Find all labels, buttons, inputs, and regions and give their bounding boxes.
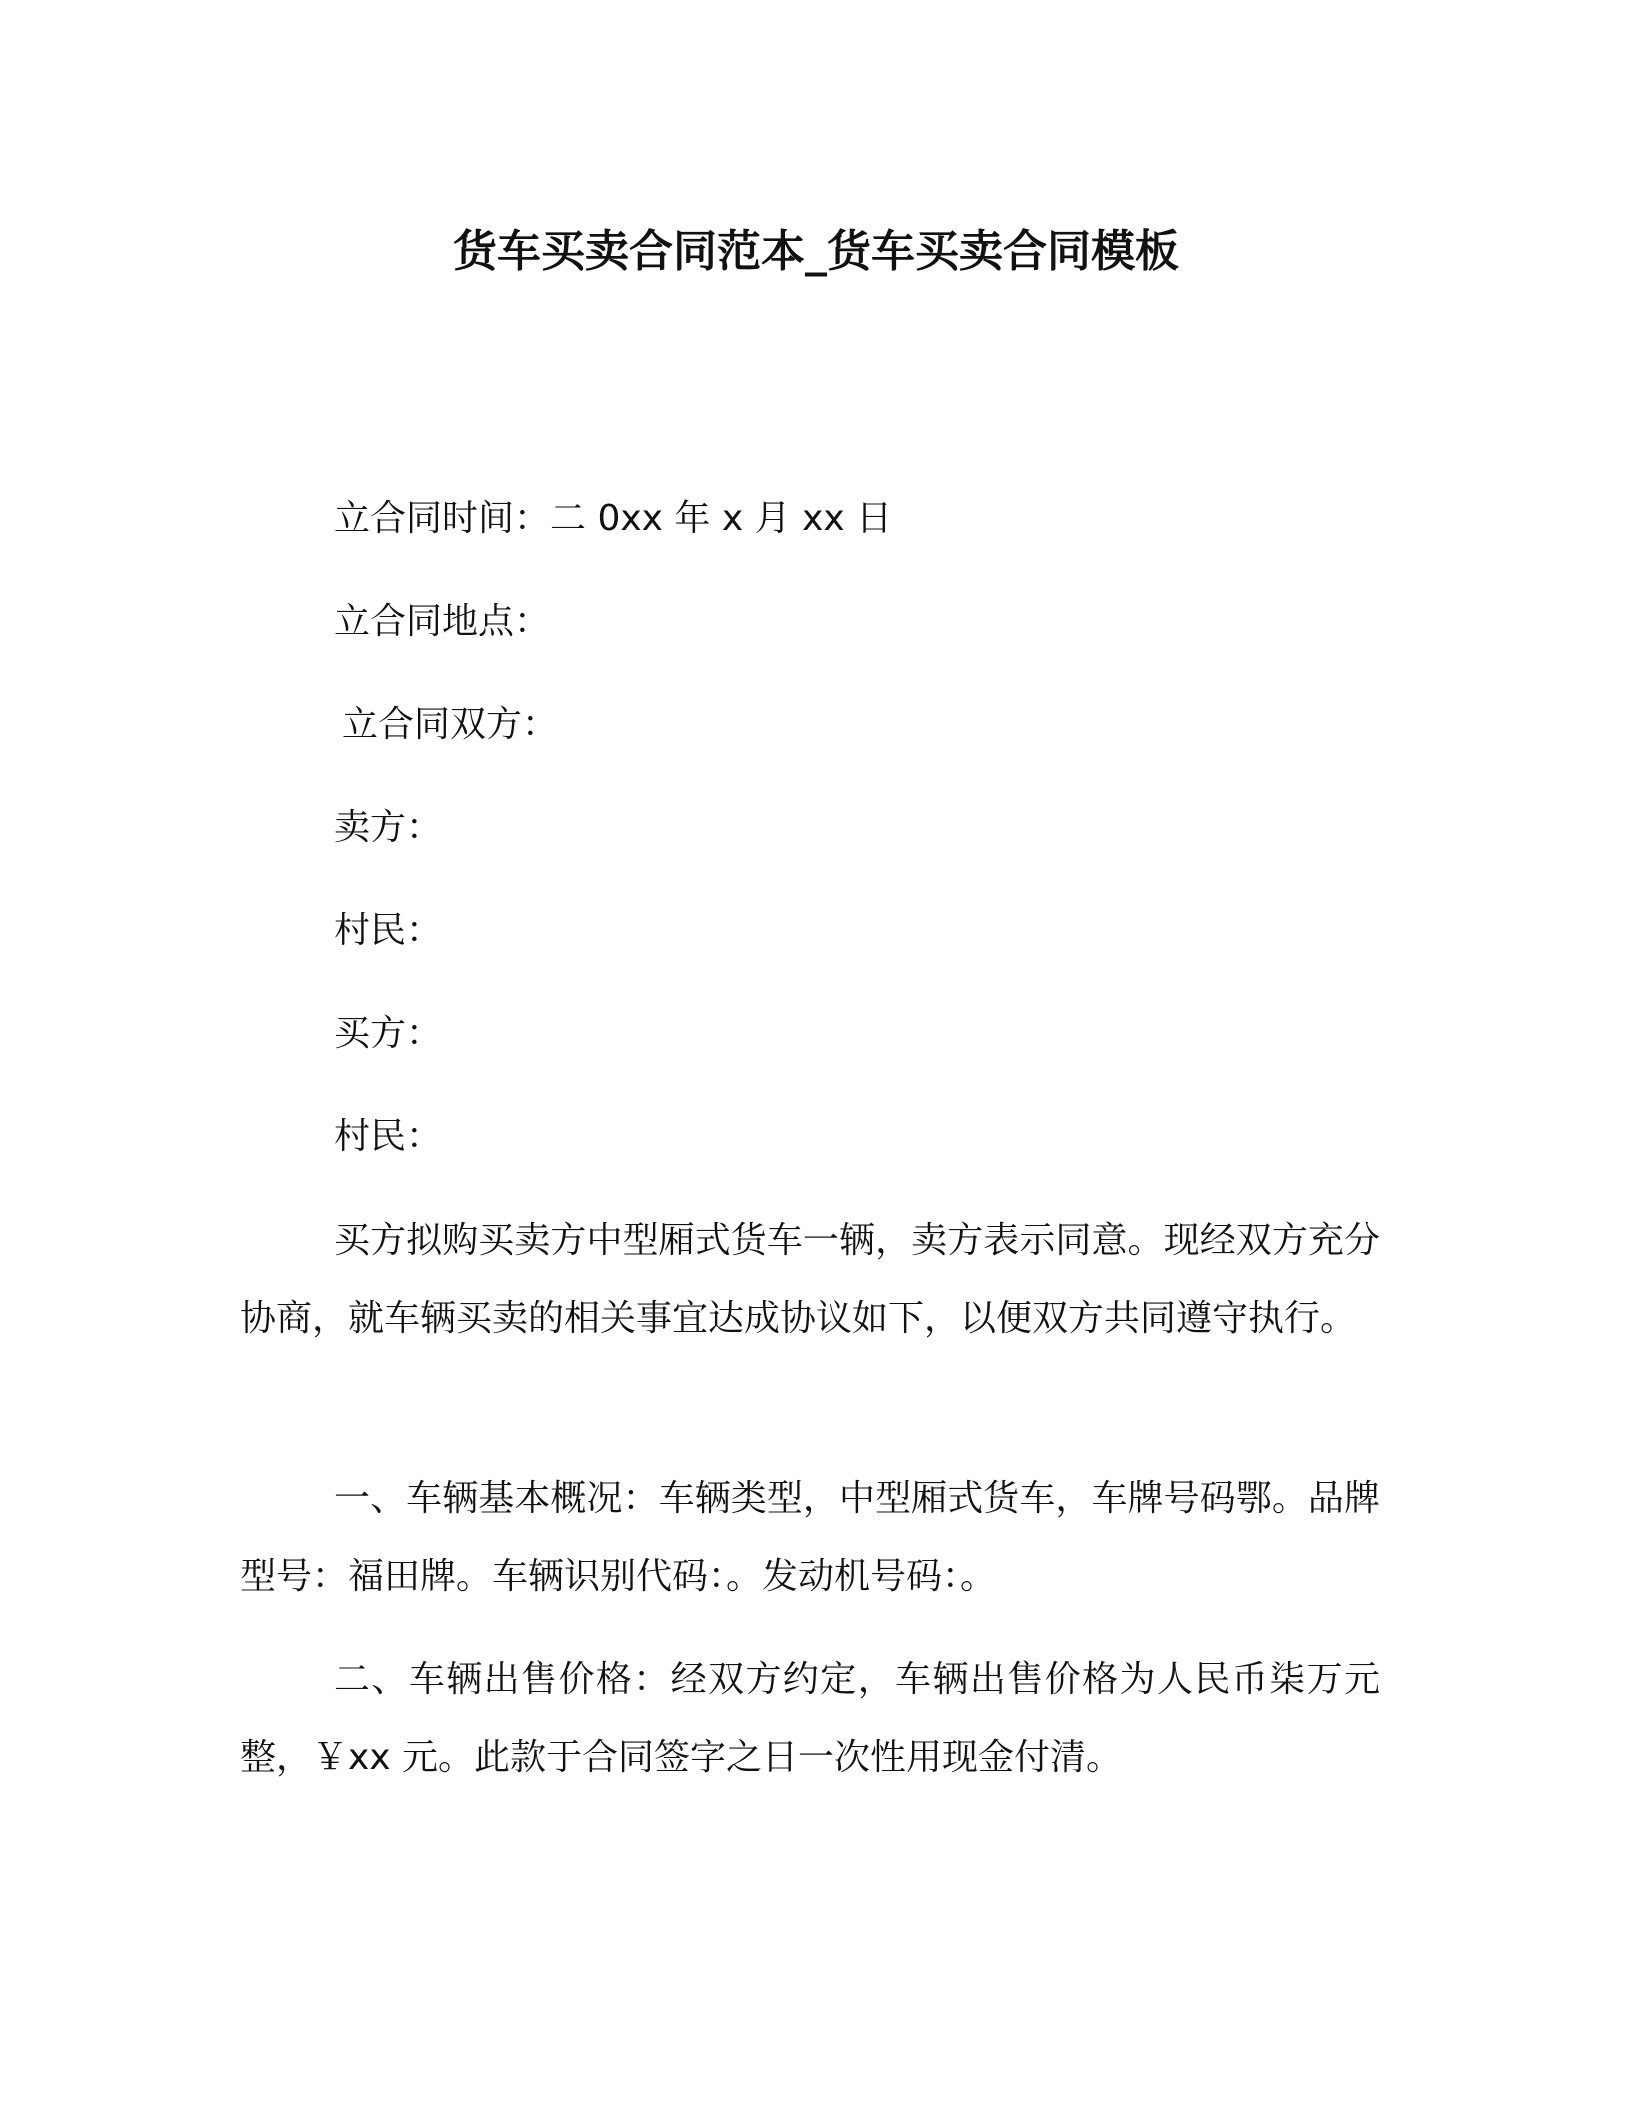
contract-parties-line: 立合同双方：	[342, 704, 559, 745]
seller-villager-line: 村民：	[334, 910, 443, 951]
buyer-line: 买方：	[334, 1013, 443, 1054]
document-title: 货车买卖合同范本_货车买卖合同模板	[453, 226, 1179, 277]
intro-paragraph: 买方拟购买卖方中型厢式货车一辆，卖方表示同意。现经双方充分协商，就车辆买卖的相关事宜达成协议如下，以便双方共同遵守执行。	[240, 1220, 1380, 1339]
buyer-villager-line: 村民：	[334, 1116, 443, 1157]
seller-line: 卖方：	[334, 807, 443, 848]
contract-place-line: 立合同地点：	[334, 601, 551, 642]
clause-1-paragraph: 一、车辆基本概况：车辆类型，中型厢式货车，车牌号码鄂。品牌型号：福田牌。车辆识别代码：。发动机号码：。	[240, 1478, 1380, 1597]
contract-time-line: 立合同时间：二 0xx 年 x 月 xx 日	[334, 498, 893, 539]
clause-2-paragraph: 二、车辆出售价格：经双方约定，车辆出售价格为人民币柒万元整，￥xx 元。此款于合同签字之日一次性用现金付清。	[240, 1659, 1380, 1778]
